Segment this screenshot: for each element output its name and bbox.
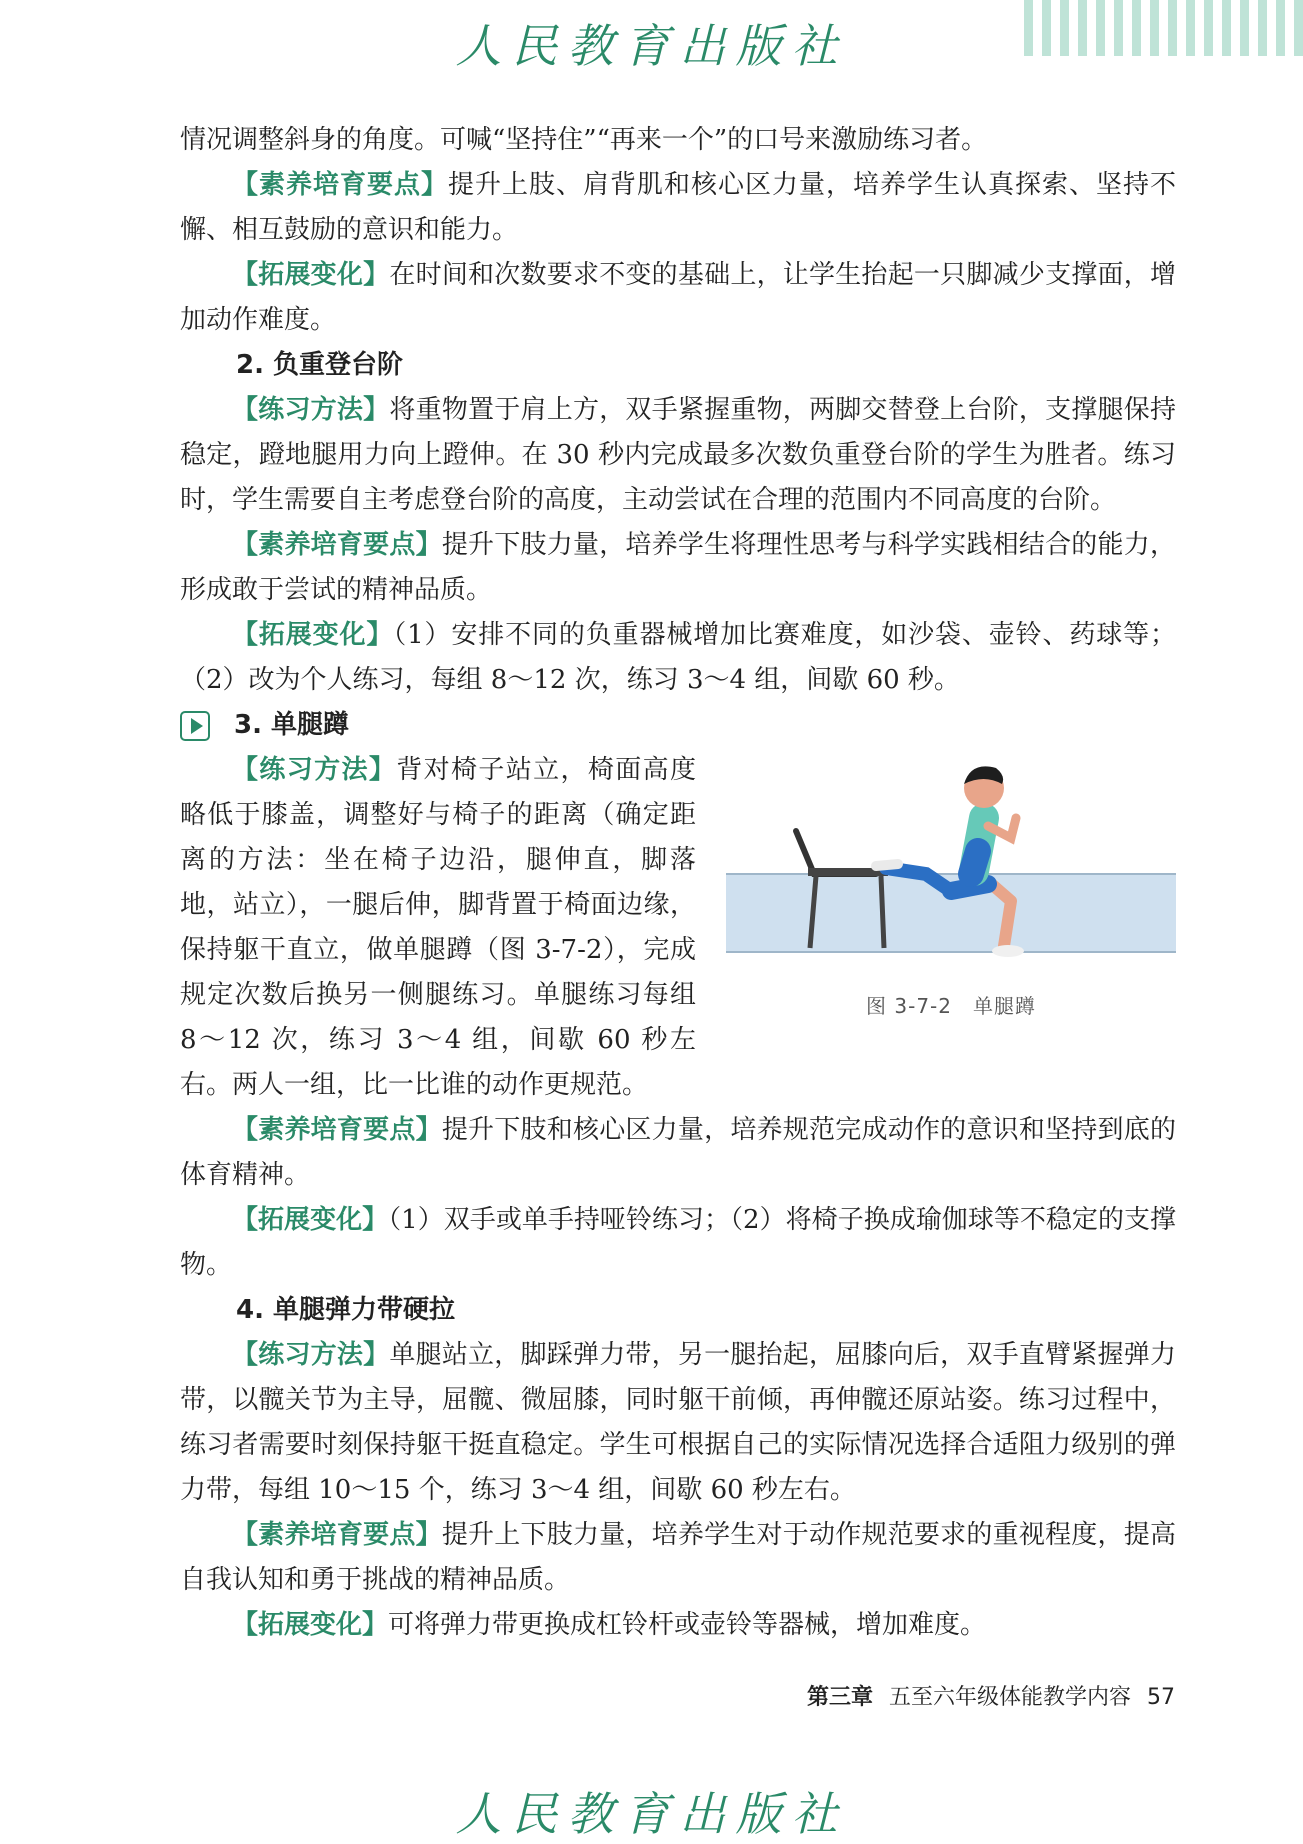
section-heading: 2. 负重登台阶 <box>236 350 404 380</box>
figure <box>726 756 1176 1026</box>
chapter-title: 五至六年级体能教学内容 <box>888 1685 1131 1710</box>
paragraph <box>180 1198 1176 1288</box>
section-tag: 【练习方法】 <box>232 1340 390 1370</box>
paragraph-text: 将重物置于肩上方，双手紧握重物，两脚交替登上台阶，支撑腿保持稳定，蹬地腿用力向上蹬伸。在 30 秒内完成最多次数负重登台阶的学生为胜者。练习时，学生需要自主考虑登台阶的高度，主动尝试在合理的范围内不同高度的台阶。 <box>180 395 1176 515</box>
paragraph-text: 单腿站立，脚踩弹力带，另一腿抬起，屈膝向后，双手直臂紧握弹力带，以髋关节为主导，屈髋、微屈膝，同时躯干前倾，再伸髋还原站姿。练习过程中，练习者需要时刻保持躯干挺直稳定。学生可根据自己的实际情况选择合适阻力级别的弹力带，每组 10～15 个，练习 3～4 组，间歇 60 秒左右。 <box>180 1340 1176 1505</box>
paragraph: 情况调整斜身的角度。可喊“坚持住”“再来一个”的口号来激励练习者。 <box>180 125 988 155</box>
section-tag: 【素养培育要点】 <box>232 1520 442 1550</box>
paragraph <box>180 1333 1176 1513</box>
section-heading-text: 3. 单腿蹲 <box>234 710 350 740</box>
section-tag: 【拓展变化】 <box>232 620 394 650</box>
paragraph <box>180 613 1176 703</box>
section-heading: 4. 单腿弹力带硬拉 <box>236 1295 456 1325</box>
paragraph <box>180 253 1176 343</box>
paragraph-text: 提升下肢和核心区力量，培养规范完成动作的意识和坚持到底的体育精神。 <box>180 1115 1176 1190</box>
page-number: 57 <box>1147 1685 1175 1710</box>
paragraph-text: 在时间和次数要求不变的基础上，让学生抬起一只脚减少支撑面，增加动作难度。 <box>180 260 1176 335</box>
paragraph-text: 可将弹力带更换成杠铃杆或壶铃等器械，增加难度。 <box>388 1610 987 1640</box>
publisher-logo-bottom: 人民教育出版社 <box>455 1787 848 1841</box>
section-tag: 【拓展变化】 <box>232 1205 389 1235</box>
single-leg-squat-illustration <box>726 756 1176 981</box>
section-tag: 【素养培育要点】 <box>232 530 442 560</box>
page-footer <box>807 1680 1175 1711</box>
paragraph <box>180 163 1176 253</box>
section-tag: 【练习方法】 <box>232 755 397 785</box>
paragraph-text: 提升上下肢力量，培养学生对于动作规范要求的重视程度，提高自我认知和勇于挑战的精神品质。 <box>180 1520 1176 1595</box>
figure-caption: 图 3-7-2 单腿蹲 <box>866 994 1036 1018</box>
publisher-logo-top: 人民教育出版社 <box>455 19 848 73</box>
paragraph-text: （1）双手或单手持哑铃练习；（2）将椅子换成瑜伽球等不稳定的支撑物。 <box>180 1205 1176 1280</box>
header-decoration-stripes <box>1013 0 1303 56</box>
section-heading <box>180 703 1176 748</box>
section-tag: 【练习方法】 <box>232 395 390 425</box>
paragraph-text: 提升上肢、肩背肌和核心区力量，培养学生认真探索、坚持不懈、相互鼓励的意识和能力。 <box>180 170 1176 245</box>
paragraph <box>180 1603 1176 1648</box>
section-tag: 【素养培育要点】 <box>232 170 448 200</box>
paragraph <box>180 388 1176 523</box>
paragraph-text: 提升下肢力量，培养学生将理性思考与科学实践相结合的能力，形成敢于尝试的精神品质。 <box>180 530 1176 605</box>
paragraph-text: （1）安排不同的负重器械增加比赛难度，如沙袋、壶铃、药球等；（2）改为个人练习，每组 8～12 次，练习 3～4 组，间歇 60 秒。 <box>180 620 1176 695</box>
play-video-icon[interactable] <box>180 711 210 741</box>
section-tag: 【拓展变化】 <box>232 1610 389 1640</box>
paragraph <box>180 1108 1176 1198</box>
chapter-label: 第三章 <box>806 1685 873 1710</box>
section-tag: 【拓展变化】 <box>232 260 390 290</box>
page-body <box>180 118 1176 1648</box>
section-tag: 【素养培育要点】 <box>232 1115 442 1145</box>
paragraph <box>180 1513 1176 1603</box>
figure-text-block <box>180 748 1176 1108</box>
paragraph <box>180 523 1176 613</box>
paragraph-text: 背对椅子站立，椅面高度略低于膝盖，调整好与椅子的距离（确定距离的方法：坐在椅子边沿，腿伸直，脚落地，站立），一腿后伸，脚背置于椅面边缘，保持躯干直立，做单腿蹲（图 3-7-2），完成规定次数后换另一侧腿练习。单腿练习每组 8～12 次，练习 3～4 组，间歇 60 秒左右。两人一组，比一比谁的动作更规范。 <box>180 755 696 1100</box>
